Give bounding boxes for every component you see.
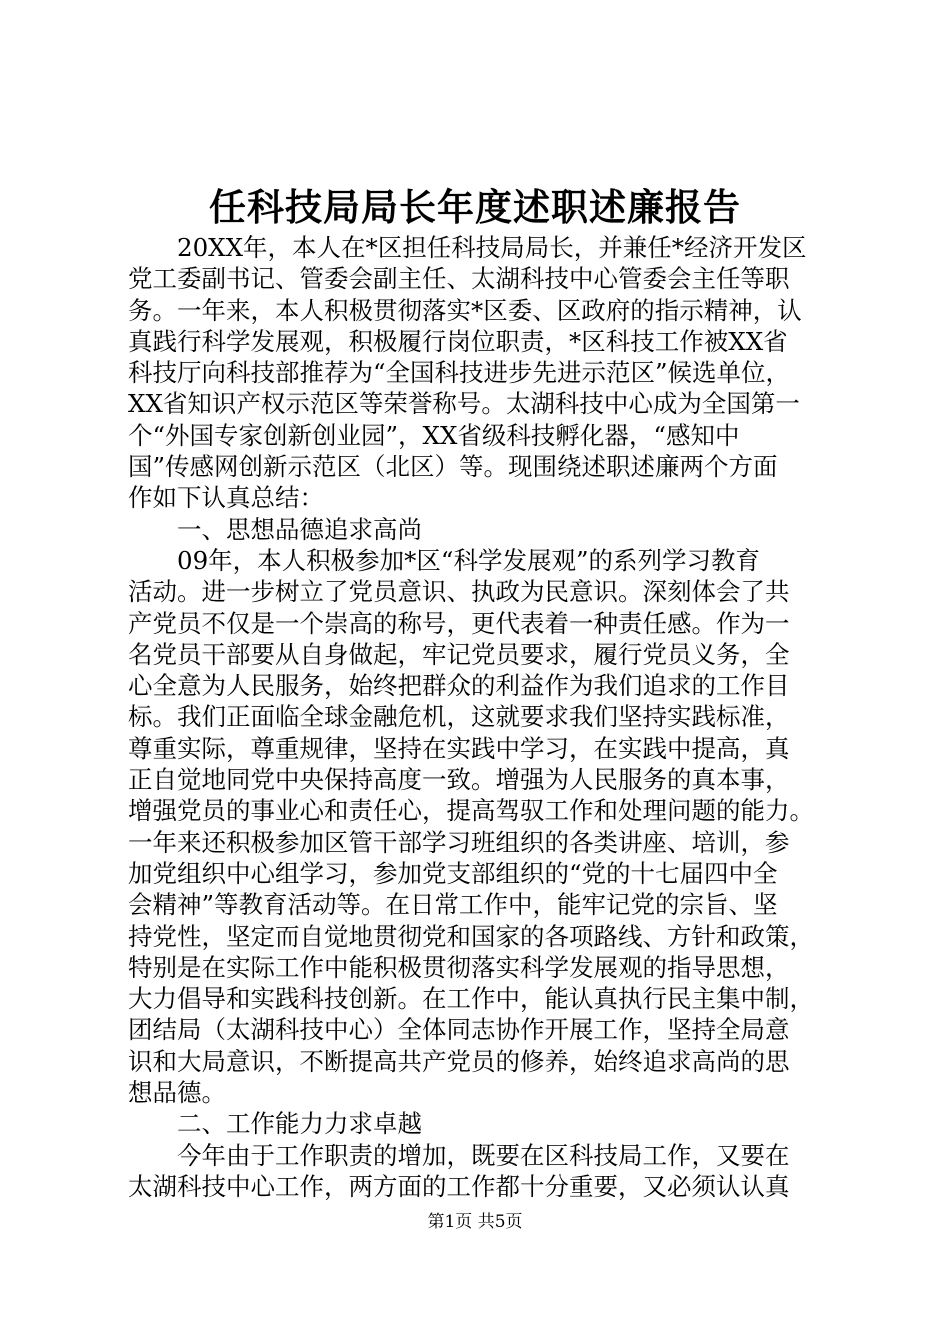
body-line: 产党员不仅是一个崇高的称号，更代表着一种责任感。作为一 [128, 608, 790, 638]
body-line: 真践行科学发展观，积极履行岗位职责，*区科技工作被XX省 [128, 326, 788, 356]
body-line: 一年来还积极参加区管干部学习班组织的各类讲座、培训，参 [128, 827, 790, 857]
body-line: 增强党员的事业心和责任心，提高驾驭工作和处理问题的能力。 [128, 796, 814, 826]
body-line: 想品德。 [128, 1078, 226, 1108]
body-line: 活动。进一步树立了党员意识、执政为民意识。深刻体会了共 [128, 577, 790, 607]
body-line: 个“外国专家创新创业园”，XX省级科技孵化器，“感知中 [128, 420, 740, 450]
body-line: 今年由于工作职责的增加，既要在区科技局工作，又要在 [128, 1140, 790, 1170]
body-line: 会精神”等教育活动等。在日常工作中，能牢记党的宗旨、坚 [128, 890, 778, 920]
body-line: 持党性，坚定而自觉地贯彻党和国家的各项路线、方针和政策， [128, 921, 814, 951]
body-line: 名党员干部要从自身做起，牢记党员要求，履行党员义务，全 [128, 639, 790, 669]
body-line: 09年，本人积极参加*区“科学发展观”的系列学习教育 [128, 545, 760, 575]
body-line: 国”传感网创新示范区（北区）等。现围绕述职述廉两个方面 [128, 452, 778, 482]
document-body [128, 232, 848, 1202]
body-line: 二、工作能力力求卓越 [128, 1109, 422, 1139]
body-line: 特别是在实际工作中能积极贯彻落实科学发展观的指导思想， [128, 952, 790, 982]
body-line: 加党组织中心组学习，参加党支部组织的“党的十七届四中全 [128, 858, 778, 888]
body-line: 务。一年来，本人积极贯彻落实*区委、区政府的指示精神，认 [128, 295, 802, 325]
page-footer: 第1页 共5页 [427, 1212, 523, 1232]
body-line: 作如下认真总结： [128, 483, 324, 513]
body-line: 20XX年，本人在*区担任科技局局长，并兼任*经济开发区 [128, 233, 807, 262]
body-line: 正自觉地同党中央保持高度一致。增强为人民服务的真本事， [128, 765, 790, 795]
body-line: 科技厅向科技部推荐为“全国科技进步先进示范区”候选单位， [128, 358, 791, 388]
body-line: 一、思想品德追求高尚 [128, 514, 422, 544]
body-line: 团结局（太湖科技中心）全体同志协作开展工作，坚持全局意 [128, 1015, 790, 1045]
body-line: 党工委副书记、管委会副主任、太湖科技中心管委会主任等职 [128, 264, 790, 294]
body-line: 识和大局意识，不断提高共产党员的修养，始终追求高尚的思 [128, 1046, 790, 1076]
body-line: 大力倡导和实践科技创新。在工作中，能认真执行民主集中制， [128, 984, 814, 1014]
document-title: 任科技局局长年度述职述廉报告 [209, 185, 741, 229]
body-line: 太湖科技中心工作，两方面的工作都十分重要，又必须认认真 [128, 1171, 790, 1201]
body-line: 标。我们正面临全球金融危机，这就要求我们坚持实践标准， [128, 702, 790, 732]
body-line: 尊重实际，尊重规律，坚持在实践中学习，在实践中提高，真 [128, 733, 790, 763]
body-line: XX省知识产权示范区等荣誉称号。太湖科技中心成为全国第一 [128, 389, 800, 419]
body-line: 心全意为人民服务，始终把群众的利益作为我们追求的工作目 [128, 671, 790, 701]
